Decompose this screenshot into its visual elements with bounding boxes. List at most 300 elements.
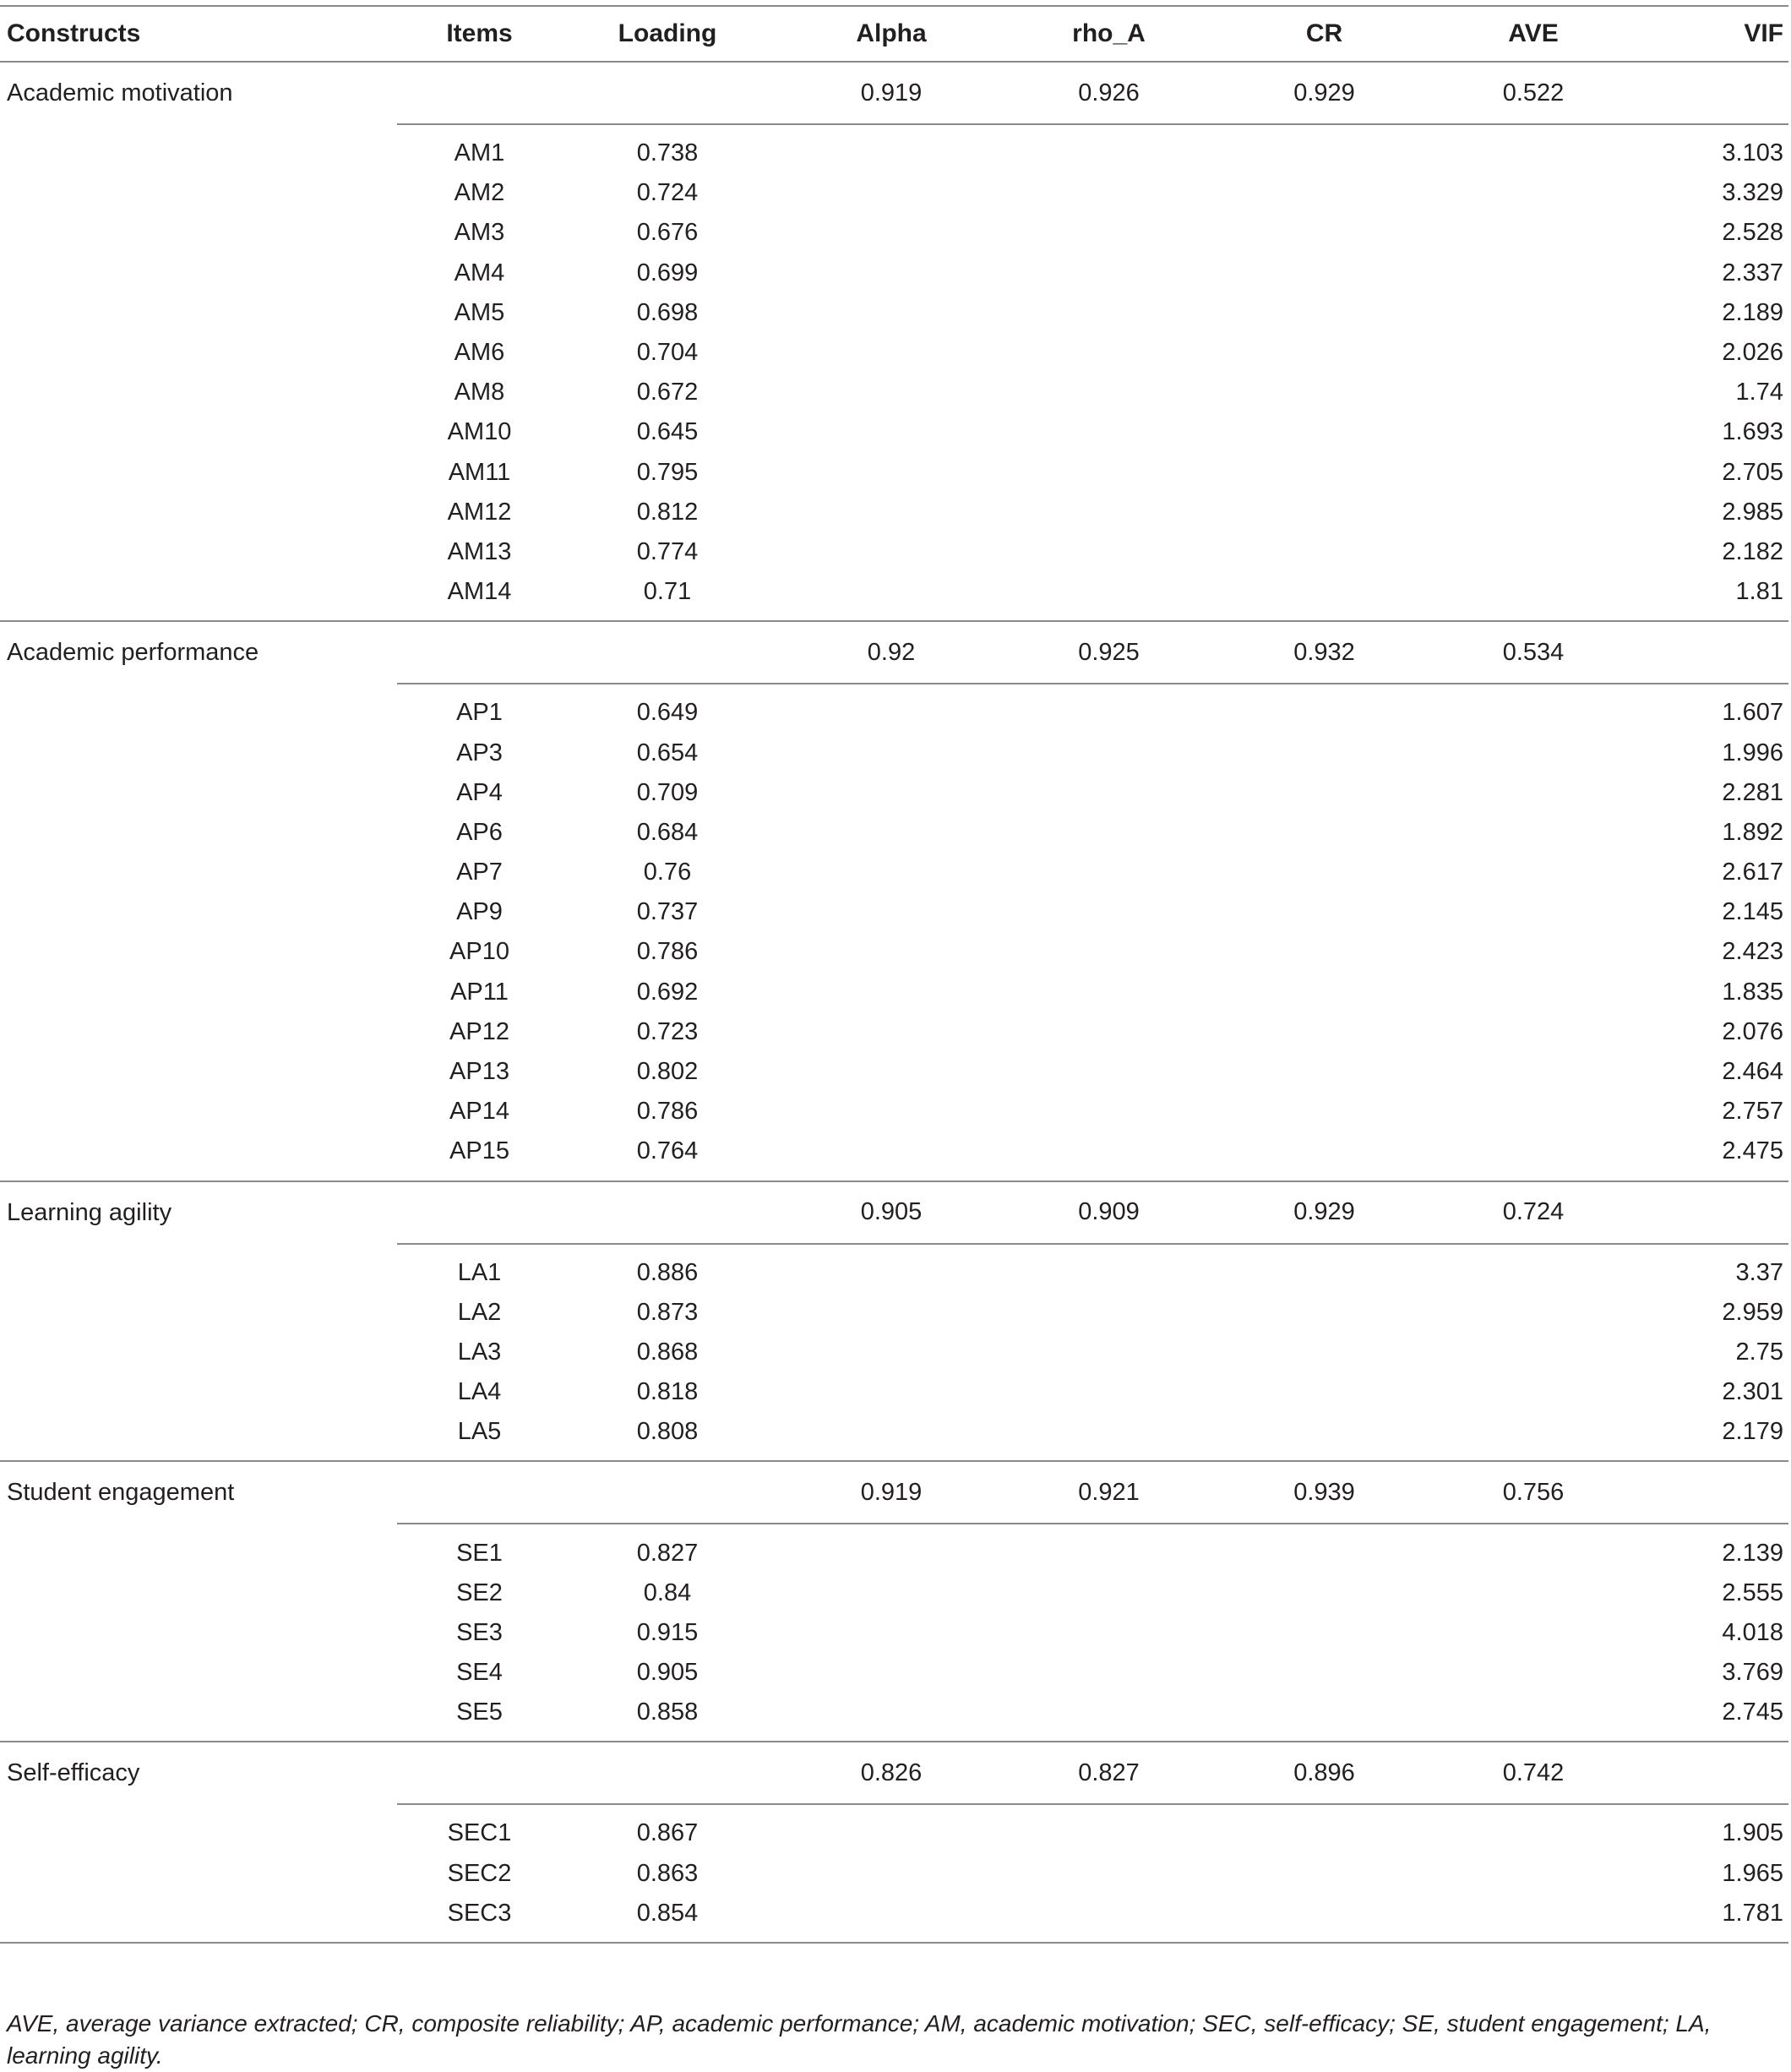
vif-value: 1.835 bbox=[1722, 978, 1783, 1006]
table-row bbox=[0, 1412, 1788, 1452]
empty-cell bbox=[773, 892, 1010, 932]
empty-cell bbox=[1010, 453, 1208, 493]
table-row bbox=[0, 853, 1788, 892]
empty-cell bbox=[773, 293, 1010, 333]
empty-cell bbox=[0, 973, 397, 1012]
table-row bbox=[0, 333, 1788, 373]
empty-cell bbox=[773, 412, 1010, 452]
empty-cell bbox=[1440, 572, 1626, 612]
rule-cell bbox=[1626, 1172, 1788, 1181]
loading-value: 0.684 bbox=[636, 818, 699, 846]
empty-cell bbox=[773, 813, 1010, 853]
empty-cell bbox=[0, 932, 397, 972]
empty-cell bbox=[1440, 733, 1626, 772]
empty-cell bbox=[0, 813, 397, 853]
rule-cell bbox=[773, 1452, 1010, 1461]
vif-value: 3.329 bbox=[1722, 179, 1783, 207]
empty-cell bbox=[1010, 853, 1208, 892]
header-ave: AVE bbox=[1440, 6, 1626, 62]
empty-cell bbox=[773, 1894, 1010, 1933]
vif-value: 1.996 bbox=[1722, 739, 1783, 766]
table-row bbox=[0, 532, 1788, 572]
empty-cell bbox=[1440, 853, 1626, 892]
vif-value: 2.75 bbox=[1735, 1338, 1783, 1366]
empty-cell bbox=[0, 1293, 397, 1333]
rule-cell bbox=[1208, 1172, 1440, 1181]
empty-cell bbox=[1208, 412, 1440, 452]
ave-value: 0.522 bbox=[1440, 62, 1626, 124]
construct-name: Learning agility bbox=[7, 1198, 172, 1226]
empty-cell bbox=[1440, 373, 1626, 412]
empty-cell bbox=[0, 1131, 397, 1171]
empty-cell bbox=[1208, 932, 1440, 972]
table-row bbox=[0, 1372, 1788, 1412]
item-code: LA5 bbox=[457, 1418, 502, 1446]
spacer-cell bbox=[397, 124, 562, 134]
empty-cell bbox=[1010, 1412, 1208, 1452]
spacer-cell bbox=[562, 1244, 773, 1253]
empty-cell bbox=[1208, 1012, 1440, 1052]
loading-value: 0.795 bbox=[636, 458, 699, 486]
loading-value: 0.704 bbox=[636, 339, 699, 367]
loading-value: 0.774 bbox=[636, 537, 699, 565]
empty-cell bbox=[0, 1894, 397, 1933]
empty-cell bbox=[1208, 693, 1440, 733]
item-code: AP14 bbox=[449, 1098, 509, 1126]
table-row bbox=[0, 813, 1788, 853]
rule-cell bbox=[1440, 1452, 1626, 1461]
vif-value: 2.189 bbox=[1722, 298, 1783, 326]
spacer-row bbox=[0, 1524, 1788, 1533]
spacer-cell bbox=[1208, 124, 1440, 134]
header-constructs: Constructs bbox=[0, 6, 397, 62]
vif-value: 1.781 bbox=[1722, 1899, 1783, 1927]
empty-cell bbox=[1010, 892, 1208, 932]
table-row bbox=[0, 1653, 1788, 1693]
spacer-cell bbox=[773, 1524, 1010, 1533]
rule-cell bbox=[562, 1172, 773, 1181]
spacer-cell bbox=[1626, 124, 1788, 134]
vif-value: 2.145 bbox=[1722, 898, 1783, 926]
spacer-cell bbox=[1010, 124, 1208, 134]
empty-cell bbox=[1010, 532, 1208, 572]
header-row bbox=[0, 6, 1788, 62]
item-code: SEC3 bbox=[447, 1899, 512, 1927]
table-row bbox=[0, 493, 1788, 532]
spacer-cell bbox=[1440, 1804, 1626, 1813]
empty-cell bbox=[0, 373, 397, 412]
vif-value: 2.757 bbox=[1722, 1098, 1783, 1126]
empty-cell bbox=[1440, 1813, 1626, 1853]
empty-cell bbox=[1440, 1613, 1626, 1653]
empty-cell bbox=[1440, 813, 1626, 853]
empty-cell bbox=[1010, 572, 1208, 612]
empty-cell bbox=[1440, 773, 1626, 813]
header-alpha: Alpha bbox=[773, 6, 1010, 62]
item-code: AM6 bbox=[454, 339, 505, 367]
vif-cell bbox=[1626, 1181, 1788, 1244]
empty-cell bbox=[1440, 1854, 1626, 1894]
spacer-cell bbox=[1208, 1524, 1440, 1533]
empty-cell bbox=[773, 1854, 1010, 1894]
empty-cell bbox=[1010, 333, 1208, 373]
loading-value: 0.905 bbox=[636, 1659, 699, 1687]
construct-name: Self-efficacy bbox=[7, 1759, 140, 1787]
item-code: AM3 bbox=[454, 219, 505, 247]
empty-cell bbox=[1440, 1052, 1626, 1092]
rule-cell bbox=[1208, 1732, 1440, 1742]
empty-cell bbox=[1440, 1412, 1626, 1452]
empty-cell bbox=[1010, 1653, 1208, 1693]
vif-value: 3.37 bbox=[1735, 1258, 1783, 1286]
rule-cell bbox=[1010, 1172, 1208, 1181]
empty-cell bbox=[773, 1293, 1010, 1333]
empty-cell bbox=[1208, 572, 1440, 612]
empty-cell bbox=[1010, 1333, 1208, 1372]
vif-value: 2.475 bbox=[1722, 1137, 1783, 1165]
table-row bbox=[0, 373, 1788, 412]
table-row bbox=[0, 453, 1788, 493]
rule-cell bbox=[397, 1933, 562, 1943]
spacer-cell bbox=[1626, 684, 1788, 693]
table-row bbox=[0, 1813, 1788, 1853]
item-code: AM2 bbox=[454, 179, 505, 207]
spacer-cell bbox=[1440, 124, 1626, 134]
table-row bbox=[0, 1253, 1788, 1293]
item-code: SE3 bbox=[456, 1618, 503, 1646]
empty-cell bbox=[1010, 973, 1208, 1012]
empty-cell bbox=[773, 853, 1010, 892]
empty-cell bbox=[1010, 1813, 1208, 1853]
item-code: LA4 bbox=[457, 1378, 502, 1406]
loading-value: 0.698 bbox=[636, 298, 699, 326]
rule-cell bbox=[1440, 1732, 1626, 1742]
rule-cell bbox=[562, 1452, 773, 1461]
empty-cell bbox=[1440, 973, 1626, 1012]
vif-value: 2.179 bbox=[1722, 1418, 1783, 1446]
rule-cell bbox=[1626, 1732, 1788, 1742]
empty-cell bbox=[773, 493, 1010, 532]
vif-value: 2.959 bbox=[1722, 1298, 1783, 1326]
item-code: SE2 bbox=[456, 1579, 503, 1606]
item-code: AM10 bbox=[447, 418, 512, 446]
vif-value: 2.182 bbox=[1722, 537, 1783, 565]
rule-cell bbox=[0, 1452, 397, 1461]
empty-cell bbox=[1010, 493, 1208, 532]
spacer-row bbox=[0, 124, 1788, 134]
vif-value: 1.965 bbox=[1722, 1859, 1783, 1887]
item-code: AP10 bbox=[449, 938, 509, 966]
rule-cell bbox=[0, 1933, 397, 1943]
spacer-cell bbox=[0, 1524, 397, 1533]
loading-value: 0.867 bbox=[636, 1819, 699, 1847]
item-code: AP15 bbox=[449, 1137, 509, 1165]
table-row bbox=[0, 1533, 1788, 1573]
rule-cell bbox=[1440, 612, 1626, 621]
item-code: AP3 bbox=[456, 739, 503, 766]
vif-value: 1.905 bbox=[1722, 1819, 1783, 1847]
loading-cell bbox=[562, 1742, 773, 1804]
rule-cell bbox=[1010, 612, 1208, 621]
empty-cell bbox=[1440, 493, 1626, 532]
vif-value: 1.81 bbox=[1735, 578, 1783, 606]
rho-a-value: 0.909 bbox=[1010, 1181, 1208, 1244]
empty-cell bbox=[1208, 373, 1440, 412]
table-row bbox=[0, 773, 1788, 813]
rule-cell bbox=[1010, 1452, 1208, 1461]
table-row bbox=[0, 892, 1788, 932]
item-code: AP7 bbox=[456, 859, 503, 886]
rho-a-value: 0.925 bbox=[1010, 621, 1208, 684]
table-row bbox=[0, 932, 1788, 972]
empty-cell bbox=[773, 1092, 1010, 1131]
spacer-cell bbox=[773, 124, 1010, 134]
empty-cell bbox=[773, 1653, 1010, 1693]
vif-value: 2.705 bbox=[1722, 458, 1783, 486]
empty-cell bbox=[0, 1693, 397, 1732]
empty-cell bbox=[1010, 1293, 1208, 1333]
construct-row bbox=[0, 621, 1788, 684]
item-code: SE5 bbox=[456, 1698, 503, 1726]
empty-cell bbox=[1440, 532, 1626, 572]
empty-cell bbox=[1208, 1854, 1440, 1894]
empty-cell bbox=[773, 1372, 1010, 1412]
table-row bbox=[0, 1293, 1788, 1333]
vif-cell bbox=[1626, 621, 1788, 684]
construct-row bbox=[0, 62, 1788, 124]
empty-cell bbox=[773, 173, 1010, 213]
empty-cell bbox=[1208, 1813, 1440, 1853]
empty-cell bbox=[0, 1854, 397, 1894]
empty-cell bbox=[0, 892, 397, 932]
loading-value: 0.699 bbox=[636, 259, 699, 286]
empty-cell bbox=[1010, 1693, 1208, 1732]
rule-cell bbox=[0, 1732, 397, 1742]
item-code: AP12 bbox=[449, 1017, 509, 1045]
empty-cell bbox=[773, 572, 1010, 612]
cr-value: 0.929 bbox=[1208, 1181, 1440, 1244]
rule-cell bbox=[397, 1732, 562, 1742]
rule-cell bbox=[773, 1732, 1010, 1742]
empty-cell bbox=[1440, 134, 1626, 173]
spacer-row bbox=[0, 684, 1788, 693]
empty-cell bbox=[773, 134, 1010, 173]
loading-value: 0.786 bbox=[636, 1098, 699, 1126]
empty-cell bbox=[1010, 373, 1208, 412]
empty-cell bbox=[773, 1333, 1010, 1372]
empty-cell bbox=[1208, 1412, 1440, 1452]
vif-value: 2.281 bbox=[1722, 778, 1783, 806]
empty-cell bbox=[773, 973, 1010, 1012]
item-code: AM8 bbox=[454, 379, 505, 406]
empty-cell bbox=[1208, 1131, 1440, 1171]
cr-value: 0.932 bbox=[1208, 621, 1440, 684]
vif-value: 1.693 bbox=[1722, 418, 1783, 446]
table-row bbox=[0, 293, 1788, 333]
empty-cell bbox=[1440, 1293, 1626, 1333]
empty-cell bbox=[1440, 412, 1626, 452]
header-vif: VIF bbox=[1626, 6, 1788, 62]
spacer-cell bbox=[773, 1804, 1010, 1813]
empty-cell bbox=[1010, 1533, 1208, 1573]
items-cell bbox=[397, 1181, 562, 1244]
empty-cell bbox=[0, 1613, 397, 1653]
ave-value: 0.742 bbox=[1440, 1742, 1626, 1804]
table-row bbox=[0, 213, 1788, 253]
rule-cell bbox=[0, 612, 397, 621]
spacer-cell bbox=[1440, 1524, 1626, 1533]
loading-value: 0.812 bbox=[636, 498, 699, 526]
empty-cell bbox=[0, 1253, 397, 1293]
empty-cell bbox=[773, 333, 1010, 373]
table-row bbox=[0, 134, 1788, 173]
empty-cell bbox=[773, 932, 1010, 972]
empty-cell bbox=[0, 532, 397, 572]
rho-a-value: 0.921 bbox=[1010, 1461, 1208, 1524]
empty-cell bbox=[1208, 293, 1440, 333]
empty-cell bbox=[1440, 1693, 1626, 1732]
empty-cell bbox=[1208, 1092, 1440, 1131]
empty-cell bbox=[1440, 293, 1626, 333]
ave-value: 0.534 bbox=[1440, 621, 1626, 684]
empty-cell bbox=[1440, 213, 1626, 253]
empty-cell bbox=[0, 1092, 397, 1131]
loading-value: 0.84 bbox=[643, 1579, 692, 1606]
empty-cell bbox=[0, 733, 397, 772]
loading-value: 0.854 bbox=[636, 1899, 699, 1927]
empty-cell bbox=[1010, 1092, 1208, 1131]
item-code: AP6 bbox=[456, 818, 503, 846]
spacer-cell bbox=[397, 1804, 562, 1813]
loading-value: 0.873 bbox=[636, 1298, 699, 1326]
ave-value: 0.724 bbox=[1440, 1181, 1626, 1244]
empty-cell bbox=[1440, 932, 1626, 972]
table-row bbox=[0, 173, 1788, 213]
vif-value: 1.607 bbox=[1722, 699, 1783, 727]
empty-cell bbox=[1440, 333, 1626, 373]
vif-value: 2.139 bbox=[1722, 1539, 1783, 1567]
table-row bbox=[0, 1894, 1788, 1933]
loading-value: 0.886 bbox=[636, 1258, 699, 1286]
table-row bbox=[0, 572, 1788, 612]
loading-value: 0.71 bbox=[643, 578, 692, 606]
item-code: AM11 bbox=[448, 458, 511, 486]
cr-value: 0.939 bbox=[1208, 1461, 1440, 1524]
empty-cell bbox=[773, 532, 1010, 572]
loading-value: 0.676 bbox=[636, 219, 699, 247]
empty-cell bbox=[1010, 412, 1208, 452]
header-rho-a: rho_A bbox=[1010, 6, 1208, 62]
item-code: AP13 bbox=[449, 1058, 509, 1086]
vif-cell bbox=[1626, 62, 1788, 124]
empty-cell bbox=[1010, 693, 1208, 733]
loading-value: 0.863 bbox=[636, 1859, 699, 1887]
rule-cell bbox=[1626, 1933, 1788, 1943]
spacer-cell bbox=[1208, 684, 1440, 693]
empty-cell bbox=[0, 1573, 397, 1613]
spacer-cell bbox=[562, 124, 773, 134]
empty-cell bbox=[1208, 1052, 1440, 1092]
spacer-cell bbox=[0, 124, 397, 134]
empty-cell bbox=[1208, 1693, 1440, 1732]
item-code: LA3 bbox=[457, 1338, 502, 1366]
item-code: AM12 bbox=[447, 498, 512, 526]
empty-cell bbox=[1010, 1854, 1208, 1894]
empty-cell bbox=[1010, 293, 1208, 333]
empty-cell bbox=[1440, 1372, 1626, 1412]
empty-cell bbox=[1010, 1372, 1208, 1412]
empty-cell bbox=[1440, 1012, 1626, 1052]
item-code: AM14 bbox=[447, 578, 512, 606]
empty-cell bbox=[1010, 733, 1208, 772]
construct-name: Academic motivation bbox=[7, 79, 233, 106]
loading-value: 0.786 bbox=[636, 938, 699, 966]
spacer-cell bbox=[1626, 1804, 1788, 1813]
empty-cell bbox=[1440, 1131, 1626, 1171]
empty-cell bbox=[1440, 1894, 1626, 1933]
empty-cell bbox=[0, 293, 397, 333]
spacer-cell bbox=[1010, 1524, 1208, 1533]
loading-value: 0.868 bbox=[636, 1338, 699, 1366]
empty-cell bbox=[0, 853, 397, 892]
rule-cell bbox=[0, 1172, 397, 1181]
items-cell bbox=[397, 1461, 562, 1524]
empty-cell bbox=[1010, 932, 1208, 972]
loading-value: 0.645 bbox=[636, 418, 699, 446]
table-row bbox=[0, 1012, 1788, 1052]
spacer-cell bbox=[1010, 684, 1208, 693]
rule-cell bbox=[773, 1933, 1010, 1943]
empty-cell bbox=[1010, 1052, 1208, 1092]
spacer-cell bbox=[0, 1244, 397, 1253]
empty-cell bbox=[1208, 173, 1440, 213]
empty-cell bbox=[1440, 1092, 1626, 1131]
table-row bbox=[0, 693, 1788, 733]
vif-value: 2.464 bbox=[1722, 1058, 1783, 1086]
empty-cell bbox=[773, 1052, 1010, 1092]
spacer-cell bbox=[773, 1244, 1010, 1253]
spacer-cell bbox=[397, 1524, 562, 1533]
rule-cell bbox=[397, 1452, 562, 1461]
group-end-row bbox=[0, 1172, 1788, 1181]
spacer-cell bbox=[1626, 1244, 1788, 1253]
empty-cell bbox=[0, 412, 397, 452]
empty-cell bbox=[773, 1533, 1010, 1573]
empty-cell bbox=[1440, 693, 1626, 733]
rule-cell bbox=[1440, 1933, 1626, 1943]
vif-value: 1.74 bbox=[1735, 379, 1783, 406]
empty-cell bbox=[1010, 1894, 1208, 1933]
vif-value: 2.076 bbox=[1722, 1017, 1783, 1045]
vif-value: 2.745 bbox=[1722, 1698, 1783, 1726]
rule-cell bbox=[773, 1172, 1010, 1181]
ave-value: 0.756 bbox=[1440, 1461, 1626, 1524]
rule-cell bbox=[773, 612, 1010, 621]
empty-cell bbox=[773, 453, 1010, 493]
empty-cell bbox=[0, 1012, 397, 1052]
spacer-cell bbox=[562, 1524, 773, 1533]
empty-cell bbox=[1208, 1253, 1440, 1293]
loading-value: 0.692 bbox=[636, 978, 699, 1006]
empty-cell bbox=[1440, 173, 1626, 213]
loading-value: 0.654 bbox=[636, 739, 699, 766]
empty-cell bbox=[0, 572, 397, 612]
empty-cell bbox=[1010, 254, 1208, 293]
alpha-value: 0.919 bbox=[773, 62, 1010, 124]
empty-cell bbox=[1440, 892, 1626, 932]
empty-cell bbox=[1208, 1653, 1440, 1693]
table-row bbox=[0, 1092, 1788, 1131]
